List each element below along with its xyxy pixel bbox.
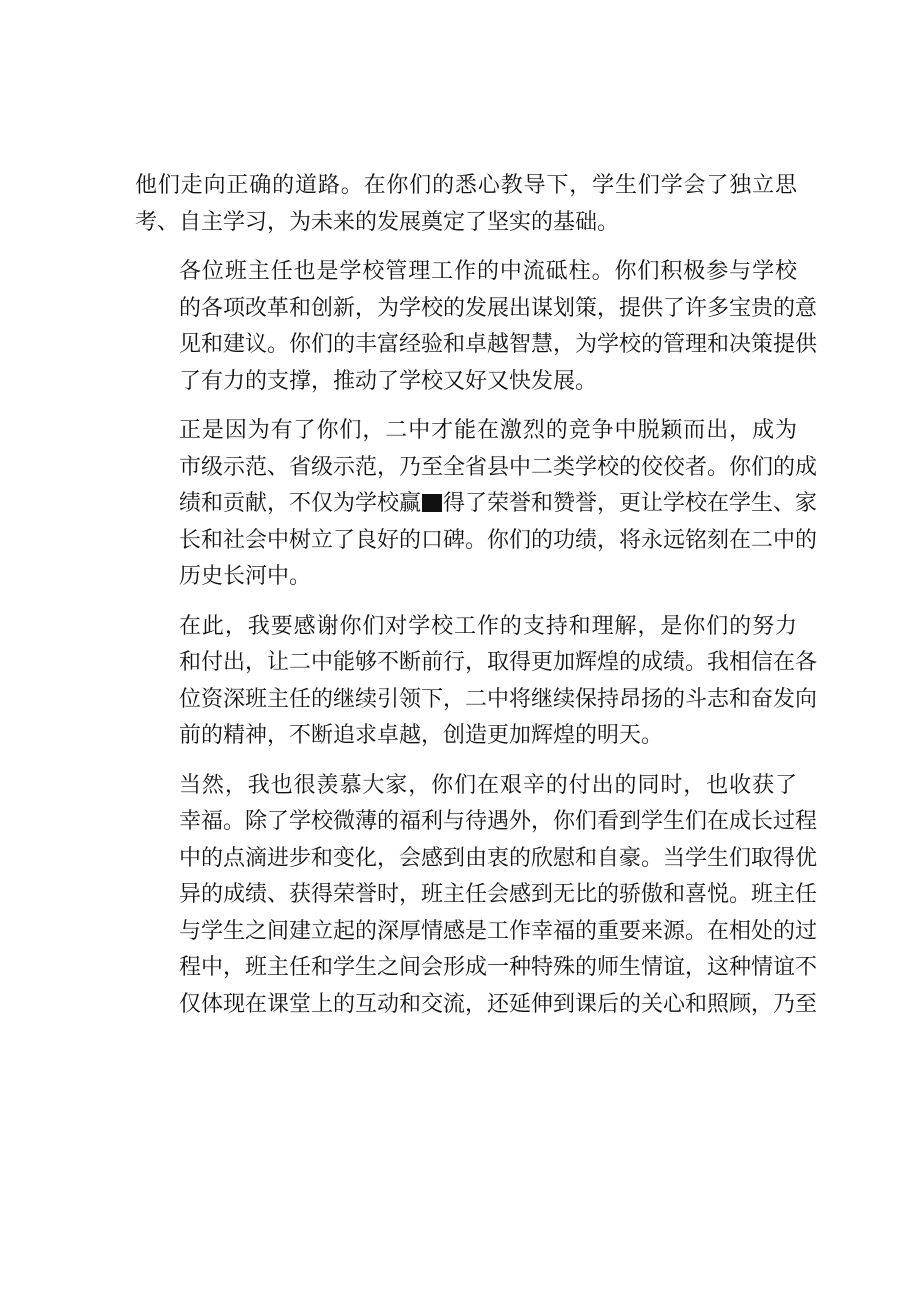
text-line: 与学生之间建立起的深厚情感是工作幸福的重要来源。在相处的过: [179, 918, 818, 944]
text-segment: 得了荣誉和赞誉，更让学校在学生、家: [443, 491, 818, 516]
text-line: 市级示范、省级示范，乃至全省县中二类学校的佼佼者。你们的成: [179, 454, 818, 480]
text-line-with-redaction: [135, 486, 818, 523]
text-line: 异的成绩、获得荣誉时，班主任会感到无比的骄傲和喜悦。班主任: [179, 882, 818, 907]
text-line: 中的点滴进步和变化，会感到由衷的欣慰和自豪。当学生们取得优: [179, 845, 818, 871]
paragraph-4: [135, 609, 818, 755]
text-line: 的各项改革和创新，为学校的发展出谋划策，提供了许多宝贵的意: [179, 295, 818, 321]
text-line: 仅体现在课堂上的互动和交流，还延伸到课后的关心和照顾，乃至: [179, 991, 818, 1017]
text-line: 长和社会中树立了良好的口碑。你们的功绩，将永远铭刻在二中的: [179, 527, 818, 553]
redaction-block: [422, 494, 442, 512]
text-segment: 绩和贡献，不仅为学校赢: [179, 491, 422, 516]
paragraph-1: [135, 168, 797, 241]
text-line: 位资深班主任的继续引领下，二中将继续保持昂扬的斗志和奋发向: [179, 686, 818, 712]
text-line: 和付出，让二中能够不断前行，取得更加辉煌的成绩。我相信在各: [179, 650, 818, 675]
text-line: 历史长河中。: [179, 564, 312, 589]
text-line: 正是因为有了你们，二中才能在激烈的竞争中脱颖而出，成为: [179, 418, 797, 443]
paragraph-5: [135, 768, 818, 1024]
text-line: 考、自主学习，为未来的发展奠定了坚实的基础。: [135, 209, 620, 235]
body-text: [135, 168, 818, 1036]
text-line: 前的精神，不断追求卓越，创造更加辉煌的明天。: [179, 723, 664, 748]
text-line: 幸福。除了学校微薄的福利与待遇外，你们看到学生们在成长过程: [179, 809, 818, 834]
text-line: 当然，我也很羡慕大家，你们在艰辛的付出的同时，也收获了: [179, 772, 797, 798]
paragraph-3: [135, 413, 818, 596]
text-line: 程中，班主任和学生之间会形成一种特殊的师生情谊，这种情谊不: [179, 955, 818, 980]
text-line: 各位班主任也是学校管理工作的中流砥柱。你们积极参与学校: [179, 259, 797, 284]
paragraph-2: [135, 254, 818, 400]
text-line: 见和建议。你们的丰富经验和卓越智慧，为学校的管理和决策提供: [179, 332, 818, 357]
text-line: 了有力的支撑，推动了学校又好又快发展。: [179, 368, 598, 394]
text-line: 他们走向正确的道路。在你们的悉心教导下，学生们学会了独立思: [135, 173, 797, 198]
text-line: 在此，我要感谢你们对学校工作的支持和理解，是你们的努力: [179, 613, 797, 639]
